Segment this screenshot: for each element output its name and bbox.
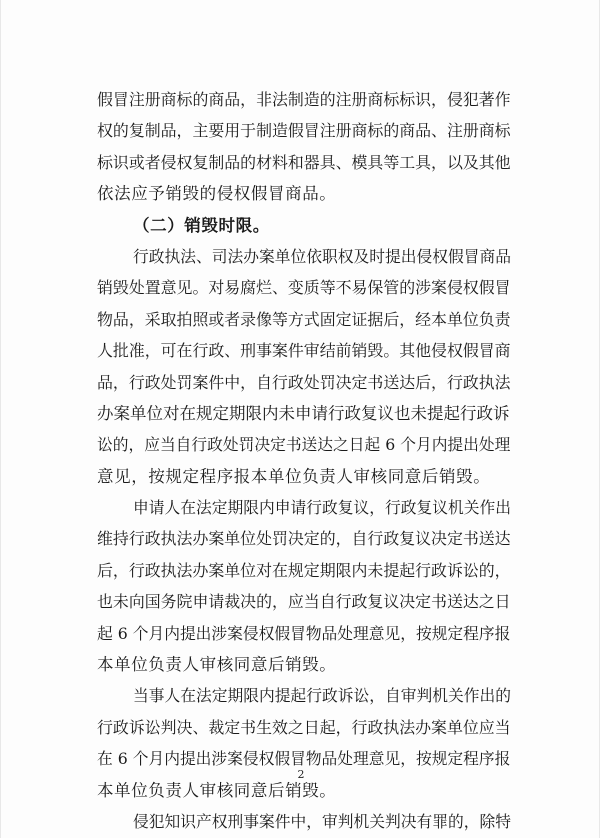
text-line: 权的复制品，主要用于制造假冒注册商标的商品、注册商标 [97, 121, 511, 141]
text-line: 申请人在法定期限内申请行政复议，行政复议机关作出 [133, 498, 511, 518]
text-line: 销毁处置意见。对易腐烂、变质等不易保管的涉案侵权假冒 [97, 278, 511, 298]
page-number: 2 [297, 768, 305, 781]
text-line: 假冒注册商标的商品，非法制造的注册商标标识，侵犯著作 [97, 90, 511, 109]
text-line: 本单位负责人审核同意后销毁。 [97, 655, 337, 675]
text-line: 人批准，可在行政、刑事案件审结前销毁。其他侵权假冒商 [97, 341, 511, 361]
text-line: 起 6 个月内提出涉案侵权假冒物品处理意见，按规定程序报 [97, 623, 511, 643]
text-line: 侵犯知识产权刑事案件中，审判机关判决有罪的，除特 [133, 811, 511, 831]
text-line: 也未向国务院申请裁决的，应当自行政复议决定书送达之日 [97, 592, 511, 612]
text-line: 当事人在法定期限内提起行政诉讼，自审判机关作出的 [133, 686, 511, 706]
text-line: 后，行政执法办案单位对在规定期限内未提起行政诉讼的， [97, 560, 511, 580]
section-heading: （二）销毁时限。 [133, 215, 270, 235]
text-line: 依法应予销毁的侵权假冒商品。 [97, 184, 337, 204]
text-line: 标识或者侵权复制品的材料和器具、模具等工具，以及其他 [97, 152, 511, 172]
text-line: 办案单位对在规定期限内未申请行政复议也未提起行政诉 [97, 403, 510, 423]
document-body [97, 84, 511, 837]
text-line: 行政诉讼判决、裁定书生效之日起，行政执法办案单位应当 [97, 717, 511, 737]
text-line: 物品，采取拍照或者录像等方式固定证据后，经本单位负责 [97, 309, 511, 329]
text-line: 意见，按规定程序报本单位负责人审核同意后销毁。 [97, 466, 491, 486]
text-line: 在 6 个月内提出涉案侵权假冒物品处理意见，按规定程序报 [97, 749, 511, 769]
text-line: 品，行政处罚案件中，自行政处罚决定书送达后，行政执法 [97, 372, 511, 392]
text-line: 维持行政执法办案单位处罚决定的，自行政复议决定书送达 [97, 529, 511, 549]
text-line: 行政执法、司法办案单位依职权及时提出侵权假冒商品 [133, 246, 511, 266]
text-line: 本单位负责人审核同意后销毁。 [97, 780, 337, 800]
text-line: 讼的，应当自行政处罚决定书送达之日起 6 个月内提出处理 [97, 435, 511, 455]
